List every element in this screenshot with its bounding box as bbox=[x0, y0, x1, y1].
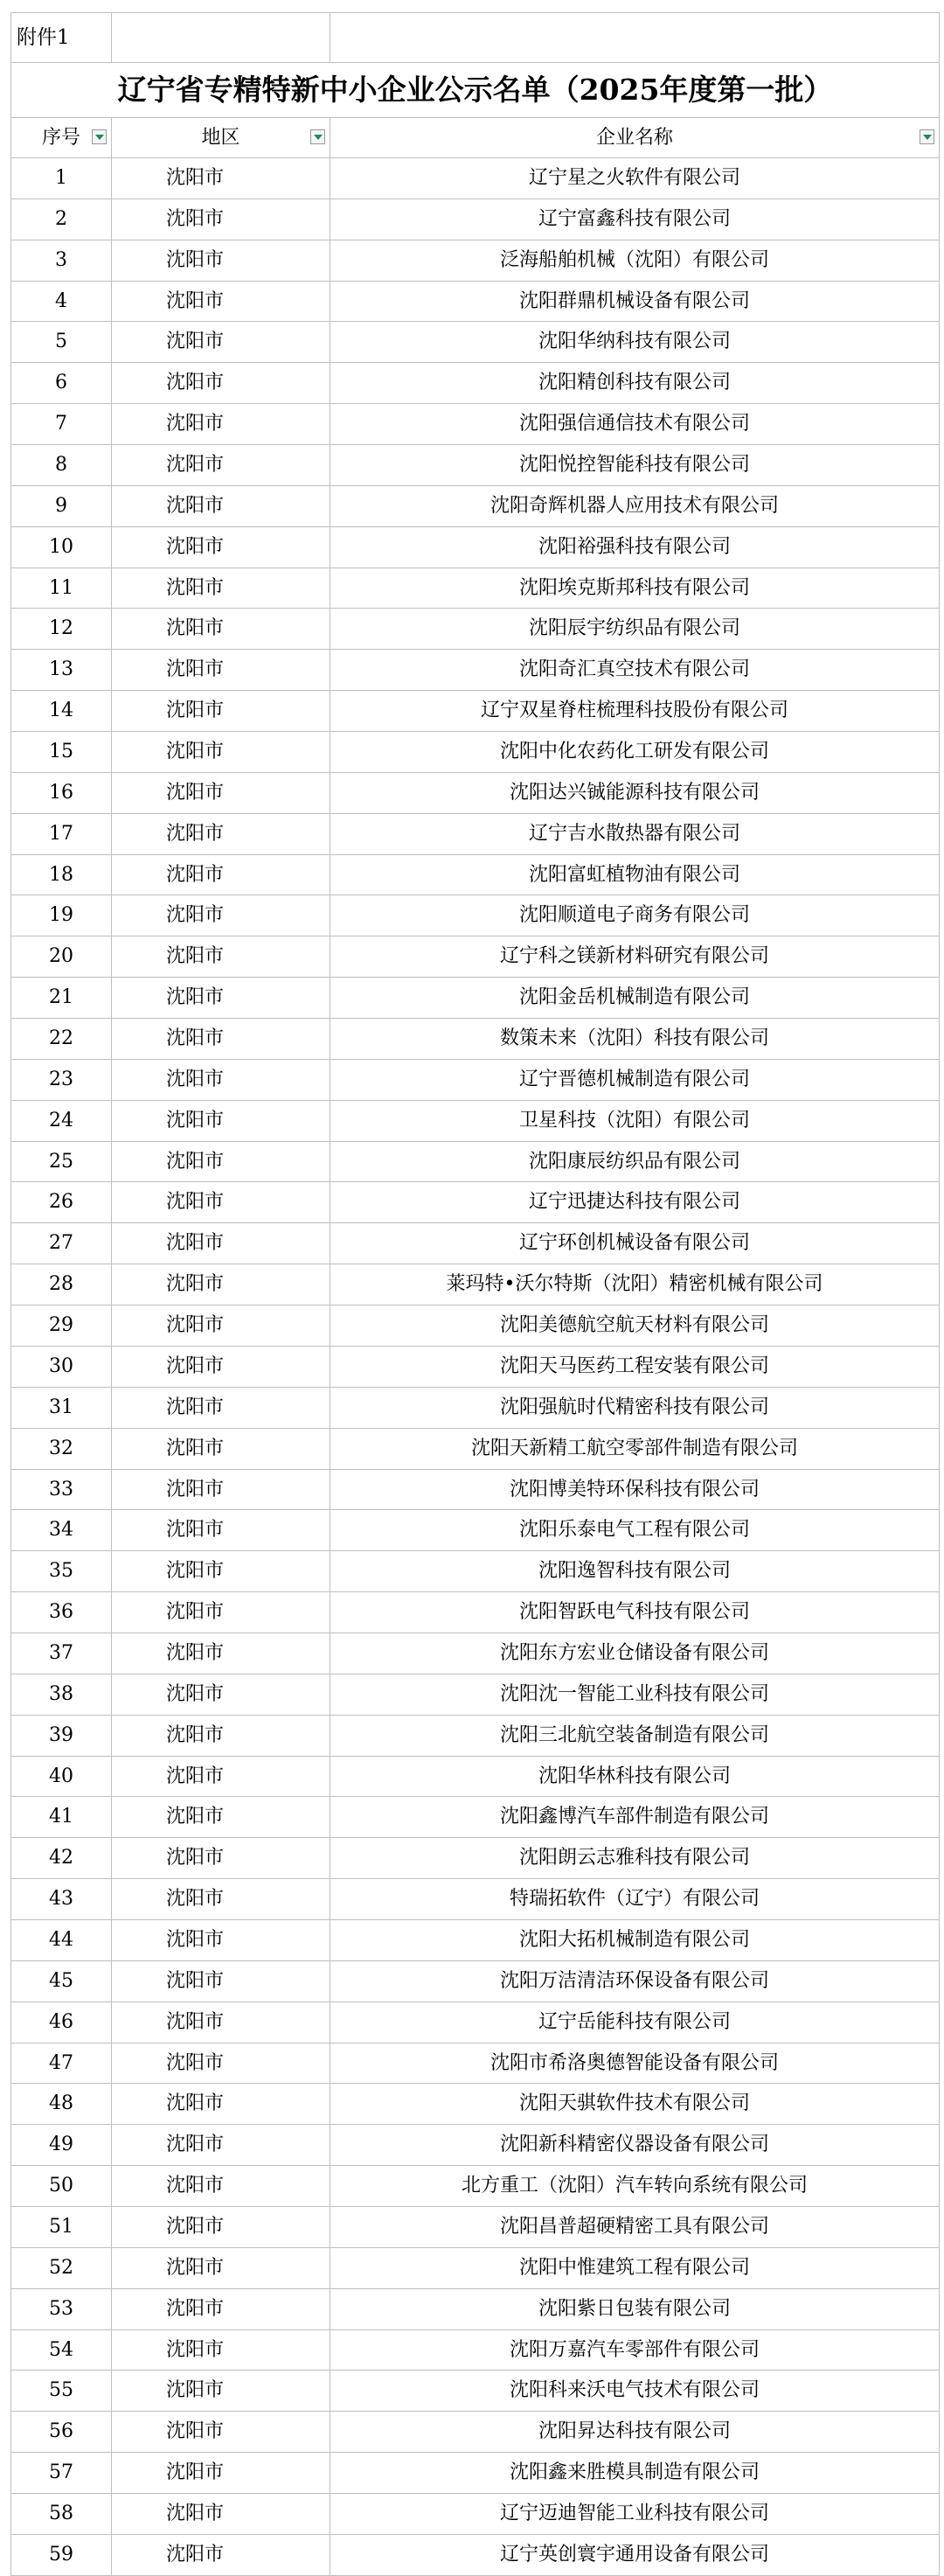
row-region-cell: 沈阳市 bbox=[112, 1919, 330, 1960]
row-index-cell: 30 bbox=[11, 1346, 112, 1387]
table-row bbox=[11, 1838, 940, 1879]
row-region-cell: 沈阳市 bbox=[112, 2453, 330, 2494]
row-company-cell: 沈阳埃克斯邦科技有限公司 bbox=[330, 567, 940, 609]
table-row bbox=[11, 1797, 940, 1838]
row-company-cell: 沈阳奇辉机器人应用技术有限公司 bbox=[330, 485, 940, 526]
row-region-cell: 沈阳市 bbox=[112, 691, 330, 732]
row-index-cell: 34 bbox=[11, 1510, 112, 1551]
row-region-cell: 沈阳市 bbox=[112, 1019, 330, 1060]
row-company-cell: 辽宁迅捷达科技有限公司 bbox=[330, 1182, 940, 1223]
row-company-cell: 沈阳强航时代精密科技有限公司 bbox=[330, 1387, 940, 1428]
table-row bbox=[11, 1428, 940, 1469]
row-company-cell: 沈阳天骐软件技术有限公司 bbox=[330, 2084, 940, 2125]
table-row bbox=[11, 158, 940, 199]
row-company-cell: 沈阳顺道电子商务有限公司 bbox=[330, 895, 940, 936]
table-row bbox=[11, 240, 940, 281]
row-company-cell: 沈阳逸智科技有限公司 bbox=[330, 1551, 940, 1592]
table-row bbox=[11, 1633, 940, 1674]
attachment-label: 附件1 bbox=[11, 13, 112, 63]
table-row bbox=[11, 1019, 940, 1060]
row-region-cell: 沈阳市 bbox=[112, 1100, 330, 1141]
row-company-cell: 沈阳博美特环保科技有限公司 bbox=[330, 1469, 940, 1510]
row-company-cell: 沈阳天新精工航空零部件制造有限公司 bbox=[330, 1428, 940, 1469]
table-row bbox=[11, 2166, 940, 2207]
dropdown-filter-icon[interactable] bbox=[92, 129, 107, 144]
table-row bbox=[11, 1919, 940, 1960]
row-region-cell: 沈阳市 bbox=[112, 1141, 330, 1182]
row-region-cell: 沈阳市 bbox=[112, 813, 330, 854]
row-region-cell: 沈阳市 bbox=[112, 1838, 330, 1879]
table-row bbox=[11, 1960, 940, 2002]
row-region-cell: 沈阳市 bbox=[112, 1797, 330, 1838]
row-index-cell: 54 bbox=[11, 2329, 112, 2371]
table-row bbox=[11, 2534, 940, 2575]
company-list-table bbox=[10, 12, 940, 2576]
table-row bbox=[11, 895, 940, 936]
row-company-cell: 特瑞拓软件（辽宁）有限公司 bbox=[330, 1879, 940, 1920]
row-company-cell: 沈阳辰宇纺织品有限公司 bbox=[330, 609, 940, 650]
row-company-cell: 沈阳华纳科技有限公司 bbox=[330, 322, 940, 363]
row-index-cell: 56 bbox=[11, 2412, 112, 2453]
row-region-cell: 沈阳市 bbox=[112, 198, 330, 240]
table-row bbox=[11, 1059, 940, 1100]
table-row bbox=[11, 936, 940, 978]
row-company-cell: 沈阳昇达科技有限公司 bbox=[330, 2412, 940, 2453]
row-index-cell: 3 bbox=[11, 240, 112, 281]
row-index-cell: 57 bbox=[11, 2453, 112, 2494]
table-row bbox=[11, 1510, 940, 1551]
spreadsheet bbox=[10, 12, 939, 2576]
table-row bbox=[11, 1756, 940, 1797]
row-index-cell: 33 bbox=[11, 1469, 112, 1510]
row-company-cell: 沈阳科来沃电气技术有限公司 bbox=[330, 2371, 940, 2412]
row-index-cell: 29 bbox=[11, 1305, 112, 1347]
row-company-cell: 数策未来（沈阳）科技有限公司 bbox=[330, 1019, 940, 1060]
row-company-cell: 沈阳智跃电气科技有限公司 bbox=[330, 1592, 940, 1633]
row-company-cell: 沈阳美德航空航天材料有限公司 bbox=[330, 1305, 940, 1347]
row-company-cell: 沈阳裕强科技有限公司 bbox=[330, 526, 940, 567]
table-row bbox=[11, 322, 940, 363]
row-region-cell: 沈阳市 bbox=[112, 650, 330, 691]
row-index-cell: 38 bbox=[11, 1674, 112, 1715]
row-region-cell: 沈阳市 bbox=[112, 2493, 330, 2534]
table-row bbox=[11, 2329, 940, 2371]
row-region-cell: 沈阳市 bbox=[112, 1674, 330, 1715]
row-region-cell: 沈阳市 bbox=[112, 1387, 330, 1428]
row-index-cell: 13 bbox=[11, 650, 112, 691]
row-company-cell: 沈阳乐泰电气工程有限公司 bbox=[330, 1510, 940, 1551]
row-region-cell: 沈阳市 bbox=[112, 854, 330, 895]
attachment-row bbox=[11, 13, 940, 63]
row-index-cell: 58 bbox=[11, 2493, 112, 2534]
table-row bbox=[11, 2493, 940, 2534]
row-index-cell: 20 bbox=[11, 936, 112, 978]
row-index-cell: 5 bbox=[11, 322, 112, 363]
row-company-cell: 辽宁环创机械设备有限公司 bbox=[330, 1223, 940, 1264]
table-row bbox=[11, 1551, 940, 1592]
table-row bbox=[11, 1592, 940, 1633]
row-index-cell: 4 bbox=[11, 281, 112, 322]
row-region-cell: 沈阳市 bbox=[112, 1960, 330, 2002]
row-region-cell: 沈阳市 bbox=[112, 2371, 330, 2412]
row-index-cell: 25 bbox=[11, 1141, 112, 1182]
table-row bbox=[11, 1264, 940, 1305]
table-row bbox=[11, 2412, 940, 2453]
row-company-cell: 辽宁英创寰宇通用设备有限公司 bbox=[330, 2534, 940, 2575]
row-index-cell: 24 bbox=[11, 1100, 112, 1141]
row-region-cell: 沈阳市 bbox=[112, 2412, 330, 2453]
row-region-cell: 沈阳市 bbox=[112, 281, 330, 322]
row-index-cell: 31 bbox=[11, 1387, 112, 1428]
row-company-cell: 卫星科技（沈阳）有限公司 bbox=[330, 1100, 940, 1141]
row-index-cell: 1 bbox=[11, 158, 112, 199]
row-index-cell: 35 bbox=[11, 1551, 112, 1592]
row-region-cell: 沈阳市 bbox=[112, 1715, 330, 1756]
row-index-cell: 49 bbox=[11, 2125, 112, 2166]
row-company-cell: 沈阳华林科技有限公司 bbox=[330, 1756, 940, 1797]
row-region-cell: 沈阳市 bbox=[112, 1428, 330, 1469]
row-index-cell: 17 bbox=[11, 813, 112, 854]
row-company-cell: 沈阳大拓机械制造有限公司 bbox=[330, 1919, 940, 1960]
row-index-cell: 46 bbox=[11, 2002, 112, 2043]
empty-cell bbox=[330, 13, 940, 63]
row-company-cell: 沈阳万嘉汽车零部件有限公司 bbox=[330, 2329, 940, 2371]
row-company-cell: 沈阳中惟建筑工程有限公司 bbox=[330, 2247, 940, 2288]
table-row bbox=[11, 2206, 940, 2247]
row-region-cell: 沈阳市 bbox=[112, 1756, 330, 1797]
row-region-cell: 沈阳市 bbox=[112, 2288, 330, 2329]
header-cell-company bbox=[330, 118, 940, 158]
row-region-cell: 沈阳市 bbox=[112, 2043, 330, 2084]
row-index-cell: 2 bbox=[11, 198, 112, 240]
row-company-cell: 沈阳三北航空装备制造有限公司 bbox=[330, 1715, 940, 1756]
table-row bbox=[11, 526, 940, 567]
row-company-cell: 沈阳市希洛奥德智能设备有限公司 bbox=[330, 2043, 940, 2084]
row-company-cell: 辽宁迈迪智能工业科技有限公司 bbox=[330, 2493, 940, 2534]
row-company-cell: 沈阳奇汇真空技术有限公司 bbox=[330, 650, 940, 691]
row-region-cell: 沈阳市 bbox=[112, 567, 330, 609]
table-row bbox=[11, 813, 940, 854]
row-index-cell: 16 bbox=[11, 772, 112, 813]
row-region-cell: 沈阳市 bbox=[112, 445, 330, 486]
row-company-cell: 沈阳鑫来胜模具制造有限公司 bbox=[330, 2453, 940, 2494]
row-region-cell: 沈阳市 bbox=[112, 1223, 330, 1264]
row-company-cell: 沈阳精创科技有限公司 bbox=[330, 363, 940, 404]
row-index-cell: 37 bbox=[11, 1633, 112, 1674]
row-index-cell: 51 bbox=[11, 2206, 112, 2247]
table-row bbox=[11, 1100, 940, 1141]
row-company-cell: 沈阳达兴铖能源科技有限公司 bbox=[330, 772, 940, 813]
row-index-cell: 23 bbox=[11, 1059, 112, 1100]
row-region-cell: 沈阳市 bbox=[112, 772, 330, 813]
table-row bbox=[11, 281, 940, 322]
table-row bbox=[11, 404, 940, 445]
row-index-cell: 48 bbox=[11, 2084, 112, 2125]
table-row bbox=[11, 732, 940, 773]
row-company-cell: 沈阳康辰纺织品有限公司 bbox=[330, 1141, 940, 1182]
table-row bbox=[11, 1879, 940, 1920]
table-row bbox=[11, 1223, 940, 1264]
table-row bbox=[11, 1387, 940, 1428]
table-row bbox=[11, 978, 940, 1019]
row-index-cell: 55 bbox=[11, 2371, 112, 2412]
row-company-cell: 辽宁双星脊柱梳理科技股份有限公司 bbox=[330, 691, 940, 732]
table-row bbox=[11, 1346, 940, 1387]
row-region-cell: 沈阳市 bbox=[112, 158, 330, 199]
row-region-cell: 沈阳市 bbox=[112, 2206, 330, 2247]
table-row bbox=[11, 2371, 940, 2412]
row-index-cell: 39 bbox=[11, 1715, 112, 1756]
row-region-cell: 沈阳市 bbox=[112, 1059, 330, 1100]
row-region-cell: 沈阳市 bbox=[112, 1264, 330, 1305]
row-region-cell: 沈阳市 bbox=[112, 240, 330, 281]
row-index-cell: 44 bbox=[11, 1919, 112, 1960]
header-label: 企业名称 bbox=[595, 127, 673, 149]
row-index-cell: 52 bbox=[11, 2247, 112, 2288]
row-company-cell: 辽宁岳能科技有限公司 bbox=[330, 2002, 940, 2043]
title-row bbox=[11, 63, 940, 118]
row-company-cell: 沈阳昌普超硬精密工具有限公司 bbox=[330, 2206, 940, 2247]
row-region-cell: 沈阳市 bbox=[112, 485, 330, 526]
row-region-cell: 沈阳市 bbox=[112, 1633, 330, 1674]
row-company-cell: 沈阳紫日包装有限公司 bbox=[330, 2288, 940, 2329]
row-index-cell: 18 bbox=[11, 854, 112, 895]
row-index-cell: 15 bbox=[11, 732, 112, 773]
row-index-cell: 9 bbox=[11, 485, 112, 526]
table-row bbox=[11, 485, 940, 526]
row-region-cell: 沈阳市 bbox=[112, 609, 330, 650]
row-company-cell: 泛海船舶机械（沈阳）有限公司 bbox=[330, 240, 940, 281]
row-company-cell: 辽宁科之镁新材料研究有限公司 bbox=[330, 936, 940, 978]
row-region-cell: 沈阳市 bbox=[112, 1469, 330, 1510]
row-region-cell: 沈阳市 bbox=[112, 322, 330, 363]
row-region-cell: 沈阳市 bbox=[112, 1346, 330, 1387]
table-row bbox=[11, 2288, 940, 2329]
row-region-cell: 沈阳市 bbox=[112, 1879, 330, 1920]
row-company-cell: 辽宁吉水散热器有限公司 bbox=[330, 813, 940, 854]
table-row bbox=[11, 1469, 940, 1510]
row-region-cell: 沈阳市 bbox=[112, 2329, 330, 2371]
row-region-cell: 沈阳市 bbox=[112, 2247, 330, 2288]
row-index-cell: 36 bbox=[11, 1592, 112, 1633]
table-row bbox=[11, 2043, 940, 2084]
row-region-cell: 沈阳市 bbox=[112, 1510, 330, 1551]
row-company-cell: 辽宁晋德机械制造有限公司 bbox=[330, 1059, 940, 1100]
table-row bbox=[11, 1305, 940, 1347]
header-label: 地区 bbox=[201, 127, 240, 149]
table-row bbox=[11, 1141, 940, 1182]
row-index-cell: 12 bbox=[11, 609, 112, 650]
row-region-cell: 沈阳市 bbox=[112, 1305, 330, 1347]
row-company-cell: 沈阳新科精密仪器设备有限公司 bbox=[330, 2125, 940, 2166]
table-body bbox=[11, 158, 940, 2576]
row-index-cell: 32 bbox=[11, 1428, 112, 1469]
row-index-cell: 6 bbox=[11, 363, 112, 404]
row-region-cell: 沈阳市 bbox=[112, 1551, 330, 1592]
table-row bbox=[11, 363, 940, 404]
table-row bbox=[11, 445, 940, 486]
row-company-cell: 沈阳金岳机械制造有限公司 bbox=[330, 978, 940, 1019]
row-region-cell: 沈阳市 bbox=[112, 895, 330, 936]
row-index-cell: 42 bbox=[11, 1838, 112, 1879]
row-index-cell: 8 bbox=[11, 445, 112, 486]
row-company-cell: 沈阳富虹植物油有限公司 bbox=[330, 854, 940, 895]
row-index-cell: 41 bbox=[11, 1797, 112, 1838]
table-row bbox=[11, 691, 940, 732]
row-index-cell: 59 bbox=[11, 2534, 112, 2575]
header-label: 序号 bbox=[41, 127, 80, 149]
row-index-cell: 28 bbox=[11, 1264, 112, 1305]
table-row bbox=[11, 198, 940, 240]
table-row bbox=[11, 1674, 940, 1715]
row-company-cell: 沈阳沈一智能工业科技有限公司 bbox=[330, 1674, 940, 1715]
table-row bbox=[11, 772, 940, 813]
table-row bbox=[11, 2084, 940, 2125]
row-region-cell: 沈阳市 bbox=[112, 2534, 330, 2575]
header-cell-region bbox=[112, 118, 330, 158]
row-index-cell: 7 bbox=[11, 404, 112, 445]
row-region-cell: 沈阳市 bbox=[112, 363, 330, 404]
row-region-cell: 沈阳市 bbox=[112, 2166, 330, 2207]
row-index-cell: 21 bbox=[11, 978, 112, 1019]
row-region-cell: 沈阳市 bbox=[112, 1182, 330, 1223]
row-region-cell: 沈阳市 bbox=[112, 978, 330, 1019]
row-index-cell: 10 bbox=[11, 526, 112, 567]
row-company-cell: 沈阳万洁清洁环保设备有限公司 bbox=[330, 1960, 940, 2002]
row-company-cell: 北方重工（沈阳）汽车转向系统有限公司 bbox=[330, 2166, 940, 2207]
row-company-cell: 沈阳中化农药化工研发有限公司 bbox=[330, 732, 940, 773]
row-region-cell: 沈阳市 bbox=[112, 2125, 330, 2166]
row-index-cell: 53 bbox=[11, 2288, 112, 2329]
header-cell-index bbox=[11, 118, 112, 158]
dropdown-filter-icon[interactable] bbox=[310, 129, 325, 144]
row-region-cell: 沈阳市 bbox=[112, 2002, 330, 2043]
table-row bbox=[11, 2125, 940, 2166]
row-index-cell: 19 bbox=[11, 895, 112, 936]
row-company-cell: 辽宁富鑫科技有限公司 bbox=[330, 198, 940, 240]
row-region-cell: 沈阳市 bbox=[112, 936, 330, 978]
row-company-cell: 沈阳悦控智能科技有限公司 bbox=[330, 445, 940, 486]
table-row bbox=[11, 609, 940, 650]
row-region-cell: 沈阳市 bbox=[112, 526, 330, 567]
row-index-cell: 22 bbox=[11, 1019, 112, 1060]
row-index-cell: 14 bbox=[11, 691, 112, 732]
row-company-cell: 莱玛特•沃尔特斯（沈阳）精密机械有限公司 bbox=[330, 1264, 940, 1305]
table-row bbox=[11, 2002, 940, 2043]
table-row bbox=[11, 1715, 940, 1756]
table-row bbox=[11, 2247, 940, 2288]
row-index-cell: 11 bbox=[11, 567, 112, 609]
row-company-cell: 辽宁星之火软件有限公司 bbox=[330, 158, 940, 199]
row-company-cell: 沈阳朗云志雅科技有限公司 bbox=[330, 1838, 940, 1879]
row-company-cell: 沈阳鑫博汽车部件制造有限公司 bbox=[330, 1797, 940, 1838]
table-row bbox=[11, 854, 940, 895]
row-region-cell: 沈阳市 bbox=[112, 404, 330, 445]
row-region-cell: 沈阳市 bbox=[112, 732, 330, 773]
table-row bbox=[11, 2453, 940, 2494]
row-index-cell: 43 bbox=[11, 1879, 112, 1920]
row-company-cell: 沈阳天马医药工程安装有限公司 bbox=[330, 1346, 940, 1387]
dropdown-filter-icon[interactable] bbox=[920, 129, 934, 144]
empty-cell bbox=[112, 13, 330, 63]
page-title: 辽宁省专精特新中小企业公示名单（2025年度第一批） bbox=[11, 63, 940, 118]
row-index-cell: 40 bbox=[11, 1756, 112, 1797]
row-region-cell: 沈阳市 bbox=[112, 2084, 330, 2125]
row-index-cell: 26 bbox=[11, 1182, 112, 1223]
row-index-cell: 27 bbox=[11, 1223, 112, 1264]
row-index-cell: 45 bbox=[11, 1960, 112, 2002]
row-region-cell: 沈阳市 bbox=[112, 1592, 330, 1633]
row-index-cell: 50 bbox=[11, 2166, 112, 2207]
row-company-cell: 沈阳东方宏业仓储设备有限公司 bbox=[330, 1633, 940, 1674]
table-row bbox=[11, 1182, 940, 1223]
table-row bbox=[11, 567, 940, 609]
header-row bbox=[11, 118, 940, 158]
row-index-cell: 47 bbox=[11, 2043, 112, 2084]
row-company-cell: 沈阳群鼎机械设备有限公司 bbox=[330, 281, 940, 322]
table-row bbox=[11, 650, 940, 691]
row-company-cell: 沈阳强信通信技术有限公司 bbox=[330, 404, 940, 445]
